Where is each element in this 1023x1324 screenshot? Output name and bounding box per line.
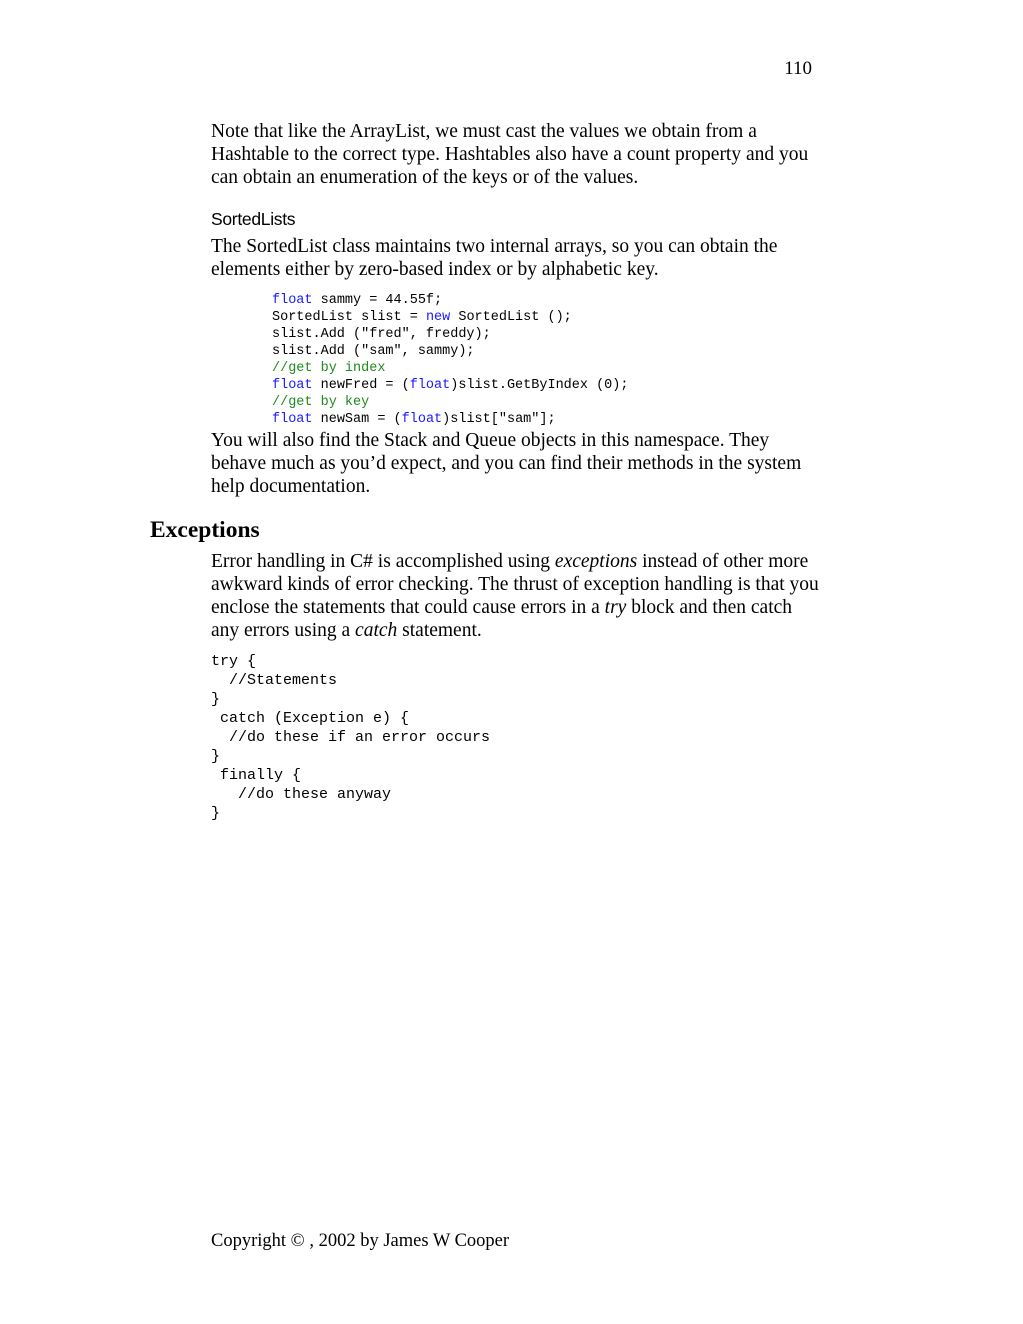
code-line [272,292,628,309]
sortedlists-subheading: SortedLists [211,209,296,229]
copyright-footer: Copyright © , 2002 by James W Cooper [211,1231,510,1251]
code-line: //do these anyway [211,786,392,803]
code-line [272,377,628,394]
code-text: newSam = ( [312,412,402,427]
code-keyword: float [409,378,451,393]
exceptions-text: instead of other more awkward kinds of error checking. The thrust of exception handling is that you enclose the statements that could cause errors in a [211,551,819,618]
code-text: )slist.GetByIndex (0); [450,378,629,393]
exceptions-emphasis: exceptions [554,551,638,572]
code-line [272,309,628,326]
exceptions-text: block and then catch any errors using a [211,597,793,641]
code-line: finally { [211,767,302,784]
code-line: slist.Add ("fred", freddy); [272,327,491,342]
code-line: //do these if an error occurs [211,729,491,746]
try-catch-code-block [211,652,490,823]
code-line: catch (Exception e) { [211,710,410,727]
exceptions-paragraph [211,550,823,642]
code-keyword: float [401,412,443,427]
code-line: slist.Add ("sam", sammy); [272,344,475,359]
code-text: SortedList slist = [272,310,426,325]
catch-emphasis: catch [355,620,398,641]
code-line [272,411,628,428]
hashtable-paragraph: Note that like the ArrayList, we must cast the values we obtain from a Hashtable to the correct type. Hashtables also have a count property and you can obtain an enumeration of the keys or of the values. [211,121,809,188]
code-text: SortedList (); [450,310,572,325]
code-text: sammy = 44.55f; [312,293,443,308]
code-keyword: float [272,378,313,393]
code-line: } [211,691,221,708]
code-text: )slist["sam"]; [442,412,556,427]
code-line: } [211,805,221,822]
exceptions-text: Error handling in C# is accomplished using [211,551,555,572]
code-keyword: new [425,310,451,325]
code-keyword: float [272,412,313,427]
code-text: newFred = ( [312,378,410,393]
code-line: } [211,748,221,765]
sortedlist-code-block [272,292,628,428]
code-line: try { [211,653,257,670]
exceptions-text: statement. [397,620,482,641]
code-comment: //get by key [272,395,370,410]
stack-queue-paragraph: You will also find the Stack and Queue objects in this namespace. They behave much as you’d expect, and you can find their methods in the system help documentation. [211,430,802,497]
code-comment: //get by index [272,361,386,376]
sortedlist-paragraph: The SortedList class maintains two internal arrays, so you can obtain the elements either by zero-based index or by alphabetic key. [211,236,778,280]
code-line: //Statements [211,672,338,689]
page-number: 110 [784,58,812,79]
exceptions-heading: Exceptions [150,517,260,543]
code-keyword: float [272,293,313,308]
try-emphasis: try [604,597,627,618]
